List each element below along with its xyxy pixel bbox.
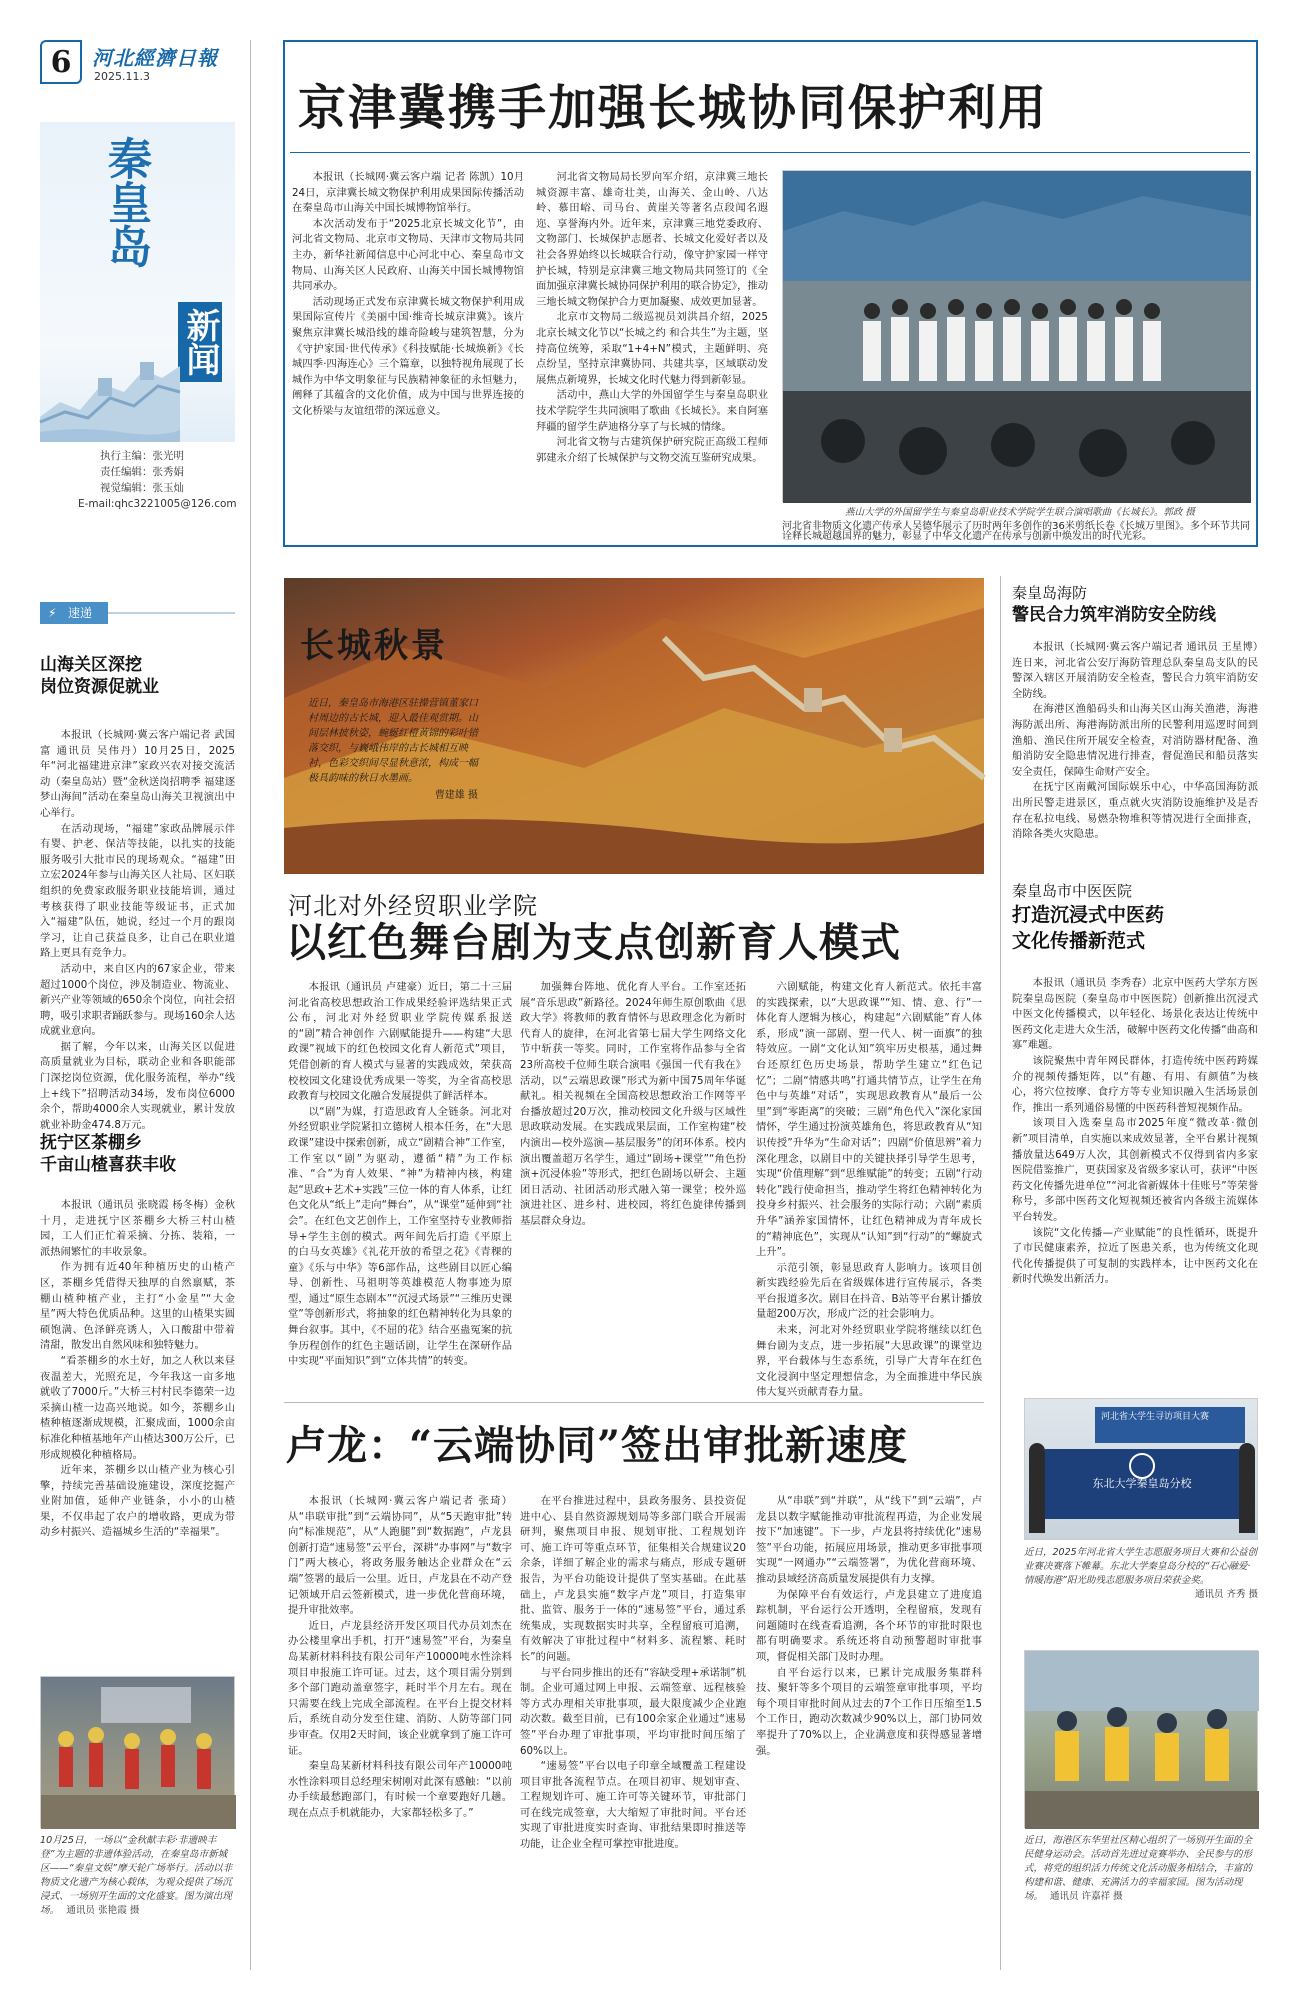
brief1-paragraph: 在活动现场，“福建”家政品牌展示伴有婴、护老、保洁等技能，以扎实的技能服务吸引大批市民的现场观众。“福建”田立宏2024年参与山海关区人社局、区妇联组织的免费家政服务职业技能培训，通过考核获得了职业技能等级证书，正式加入“福建”队伍，她说，经过一个月的跟岗学习，让自己获益良多，让自己在职业道路上更具有竞争力。 <box>40 822 235 960</box>
right-column-divider <box>1000 576 1001 1970</box>
lead-paragraph: 北京市文物局二级巡视员刘洪昌介绍，2025北京长城文化节以“长城之约 和合共生”为主题，坚持高位统筹，采取“1+4+N”模式，主题鲜明、亮点纷呈，坚持京津冀协同、共建共享，区域联动发展焦点新境界，长城文化时代魅力得到新彰显。 <box>536 311 768 386</box>
page-number: 6 <box>40 40 82 84</box>
right2-body <box>1012 976 1258 1386</box>
fitness-caption-credit: 通讯员 许嘉祥 摄 <box>1050 1891 1123 1902</box>
article2-headline: 以红色舞台剧为支点创新育人模式 <box>286 919 901 966</box>
brief1-paragraph: 本报讯（长城网·冀云客户端记者 武国富 通讯员 吴伟丹）10月25日，2025年“河北福建进京津”家政兴农对接交流活动（秦皇岛站）暨“金秋送岗招聘季 福建逐梦山海间”活动在秦皇岛山海关卫视演出中心举行。 <box>40 729 235 819</box>
lead-paragraph: 活动现场正式发布京津冀长城文物保护利用成果国际宣传片《美丽中国·维奇长城京津冀》。该片聚焦京津冀长城沿线的雄奇险峻与建筑智慧，分为《守护家国·世代传承》《科技赋能·长城焕新》《长城四季·四海连心》三个篇章，以独特视角展现了长城作为中华文明象征与民族精神象征的永恒魅力，阐释了其蕴含的文化价值，成为中国与世界连接的文化桥梁与友谊纽带的深远意义。 <box>292 295 524 417</box>
right2-paragraph: 该项目入选秦皇岛市2025年度“微改革·微创新”项目清单，自实施以来成效显著，全平台累计视频播放量达649万人次，其创新模式不仅得到省内多家医院借鉴推广，更获国家及省级多家认可，获评“中医药文化传播先进单位”“河北省新媒体十佳账号”等荣誉称号，多部中医药文化短视频还被省内各级主流媒体平台转发。 <box>1012 1117 1258 1223</box>
lead-headline: 京津冀携手加强长城协同保护利用 <box>298 80 1049 136</box>
volunteer-award-caption <box>1024 1546 1258 1636</box>
right2-paragraph: 本报讯（通讯员 李秀春）北京中医药大学东方医院秦皇岛医院（秦皇岛市中医医院）创新推出沉浸式中医文化传播模式，以年轻化、场景化表达让传统中医药文化走进大众生活，破解中医药文化传播“曲高和寡”难题。 <box>1012 977 1258 1052</box>
paper-name: 河北經濟日報 <box>92 46 218 70</box>
lead-paragraph: 本次活动发布于“2025北京长城文化节”，由河北省文物局、北京市文物局、天津市文物局共同主办，新华社新闻信息中心河北中心、秦皇岛市文物局、山海关区人民政府、山海关中国长城博物馆共同承办。 <box>292 217 524 293</box>
brief2-headline-line2: 千亩山楂喜获丰收 <box>40 1155 176 1175</box>
article3-paragraph: 近日，卢龙县经济开发区项目代办员刘杰在办公楼里拿出手机，打开“速易签”平台，为秦皇岛某新材料科技有限公司年产10000吨水性涂料项目申报施工许可证。过去，这个项目需分别到多个部门跑动盖章签字，耗时半个月左右。现在只需要在线上完成全部流程。在平台上提交材料后，系统自动分发至住建、消防、人防等部门同步审查。仅用2天时间，该企业就拿到了施工许可证。 <box>288 1619 512 1757</box>
volunteer-caption-credit: 通讯员 齐秀 摄 <box>1194 1589 1258 1600</box>
lead-paragraph: 河北省文物局局长罗向军介绍，京津冀三地长城资源丰富、雄奇壮美，山海关、金山岭、八达岭、慕田峪、司马台、黄崖关等著名点段闻名遐迩、享誉海内外。近年来，京津冀三地党委政府、文物部门、长城保护志愿者、长城文化爱好者以及社会各界始终以长城联合行动，像守护家园一样守护长城，特别是京津冀三地文物局共同签订的《全面加强京津冀长城协同保护利用的联合协定》，推动三地长城文物保护合力更加凝聚、成效更加显著。 <box>536 171 768 308</box>
sidebar-divider <box>250 40 251 1970</box>
brief2-paragraph: 本报讯（通讯员 张晓霞 杨冬梅）金秋十月，走进抚宁区茶棚乡大桥三村山楂园，工人们正忙着采摘、分拣、装箱，一派热闹繁忙的丰收景象。 <box>40 1199 235 1258</box>
article3-paragraph: 秦皇岛某新材料科技有限公司年产10000吨水性涂料项目总经理宋树刚对此深有感触：“以前办手续最愁跑部门，有时候一个章要跑好几趟。现在点点手机就能办，大家都轻松多了。” <box>288 1760 512 1819</box>
fitness-caption-text: 近日，海港区东华里社区精心组织了一场别开生面的全民健身运动会。活动首先进过竞赛举办、全民参与的形式，将党的组织活力传统文化活动服务相结合，丰富的构建和谐、健康、充满活力的幸福家园。图为活动现场。 <box>1024 1835 1253 1902</box>
sidebar-banner <box>40 122 235 442</box>
article2-kicker: 河北对外经贸职业学院 <box>288 892 538 920</box>
article2-paragraph: 未来，河北对外经贸职业学院将继续以红色舞台剧为支点，进一步拓展“大思政课”的课堂边界，平台载体与生态系统，引导广大青年在红色文化浸润中坚定理想信念，为全面推进中华民族伟大复兴贡献青春力量。 <box>756 1324 982 1399</box>
brief-label-text: 速递 <box>68 606 93 620</box>
article3-paragraph: 从“串联”到“并联”，从“线下”到“云端”，卢龙县以数字赋能推动审批流程再造，为企业发展按下“加速键”。下一步，卢龙县将持续优化“速易签”平台功能，拓展应用场景，推动更多审批事项实现“一网通办”“云端签署”，为优化营商环境、推动县域经济高质量发展提供有力支撑。 <box>756 1495 982 1585</box>
folk-caption-credit: 通讯员 张艳霞 摄 <box>66 1905 140 1916</box>
brief1-headline <box>40 654 235 698</box>
brief1-paragraph: 据了解，今年以来，山海关区以促进高质量就业为目标，联动企业和各职能部门深挖岗位资源，优化服务流程，举办“线上+线下”招聘活动34场，发布岗位6000余个，帮助4000余人实现就业，累计发放就业补助金474.8万元。 <box>40 1040 235 1131</box>
brief2-paragraph: 近年来，茶棚乡以山楂产业为核心引擎，持续完善基础设施建设，深度挖掘产业附加值，延伸产业链条，小小的山楂果，不仅串起了农户的增收路，更成为带动乡村振兴、造福城乡生活的“幸福果”。 <box>40 1464 235 1539</box>
brief2-paragraph: 作为拥有近40年种植历史的山楂产区，茶棚乡凭借得天独厚的自然禀赋，茶棚山楂种植产业，主打“小金星”“大金星”两大特色优质品种。这里的山楂果实圆硕饱满、色泽鲜亮诱人，入口酸甜中带着清甜，散发出自然风味和独特魅力。 <box>40 1261 235 1352</box>
article2-paragraph: 以“剧”为媒，打造思政育人全链条。河北对外经贸职业学院紧扣立德树人根本任务，在“大思政课”建设中探索创新，成立“剧精合神”工作室，工作室以“剧”为驱动，遵循“精”为工作标准、“合”为育人效果、“神”为精神内核，构建起“思政+艺术+实践”三位一体的育人体系，让红色文化从“纸上”走向“舞台”，从“课堂”延伸到“社会”。在红色文艺创作上，工作室坚持专业教师指导+学生主创的模式。两年间先后打造《平原上的白马女英雄》《礼花开放的希望之花》《青稞的童》《乐与中华》等6部作品，这些剧目以匠心编导、创新性、马祖明等英雄模范人物事迹为原型，通过“原生态剧本”“沉浸式场景”“三维历史课堂”等创新形式，将抽象的红色精神转化为具象的舞台叙事。其中，《不屈的花》结合巫蛊冤案的抗争历程创作的红色主题话剧，让学生在深研作品中实现“平面知识”到“立体共情”的转变。 <box>288 1105 512 1368</box>
award-banner-text: 河北省大学生寻访项目大赛 <box>1101 1412 1210 1422</box>
lead-photo-caption: 燕山大学的外国留学生与秦皇岛职业技术学院学生联合演唱歌曲《长城长》。郭政 摄 <box>845 507 1195 518</box>
lead-paragraph: 本报讯（长城网·冀云客户端 记者 陈凯）10月24日，京津冀长城文物保护利用成果国际传播活动在秦皇岛市山海关中国长城博物馆举行。 <box>292 171 524 215</box>
lead-column-2 <box>536 170 768 542</box>
article3-paragraph: 为保障平台有效运行，卢龙县建立了进度追踪机制，平台运行公开透明，全程留痕，发现有问题随时在线查看追溯，各个环节的审批时限也都有明确要求。系统还将自动预警超时审批事项，督促相关部门及时办理。 <box>756 1588 982 1663</box>
right1-headline: 警民合力筑牢消防安全防线 <box>1012 605 1216 625</box>
editor-email[interactable]: E-mail:qhc3221005@126.com <box>78 498 237 510</box>
folk-dancers-illustration <box>41 1677 236 1829</box>
article2-paragraph: 六剧赋能，构建文化育人新范式。依托丰富的实践探索，以“大思政课”“知、情、意、行”一体化育人逻辑为核心，构建起“六剧赋能”育人体系，形成“演一部剧、塑一代人、树一面旗”的独特效应。一剧“文化认知”筑牢历史根基，通过舞台还原红色历史场景，帮助学生建立“红色记忆”；二剧“情感共鸣”打通共情节点，让学生在角色中与英雄“对话”，实现思政教育从“最后一公里”到“零距离”的突破；三剧“角色代入”深化家国情怀，学生通过扮演英雄角色，将思政教育从“知识传授”升华为“生命对话”；四剧“价值思辨”着力深化理念，以剧目中的关键抉择引导学生思考，实现“价值理解”到“思维赋能”的转变；五剧“行动转化”践行使命担当，推动学生将红色精神转化为投身乡村振兴、社会服务的实际行动；六剧“素质升华”涵养家国情怀，让红色精神成为青年成长的“精神底色”，实现从“认知”到“行动”的“螺旋式上升”。 <box>756 981 982 1259</box>
brief2-headline <box>40 1132 235 1176</box>
right2-paragraph: 该院“文化传播—产业赋能”的良性循环，既提升了市民健康素养，拉近了医患关系，也为传统文化现代化传播提供了可复制的实践样本，让中医药文化在新时代焕发出新活力。 <box>1012 1226 1258 1286</box>
article3-paragraph: 本报讯（长城网·冀云客户端记者 张琦）从“串联审批”到“云端协同”，从“5天跑审批”转向“标准规范”，从“人跑腿”到“数据跑”，卢龙县创新打造“速易签”云平台，深耕“办事网”与“数字门”两大核心，将政务服务触达企业群众在“云端”签署的最后一公里。近日，卢龙县在不动产登记领域开启云签新模式，进一步优化营商环境，提升审批效率。 <box>288 1495 512 1617</box>
great-wall-illustration <box>40 322 180 442</box>
brief1-body <box>40 728 235 1131</box>
right1-paragraph: 本报讯（长城网·冀云客户端记者 通讯员 王星博）连日来，河北省公安厅海防管理总队秦皇岛支队的民警深入辖区开展消防安全检查，警民合力筑牢消防安全防线。 <box>1012 641 1258 700</box>
article3-column-1 <box>288 1494 512 1970</box>
brief2-headline-line1: 抚宁区茶棚乡 <box>40 1133 142 1153</box>
right1-paragraph: 在海港区渔船码头和山海关区山海关渔港，海港海防派出所、海港海防派出所的民警利用巡逻时间到渔船、渔民住所开展安全检查，对消防器材配备、渔船消防安全隐患情况进行排查，督促渔民和船员落实安全责任，保障生命财产安全。 <box>1012 703 1258 778</box>
right2-headline-line2: 文化传播新范式 <box>1012 930 1146 952</box>
brief1-headline-line1: 山海关区深挖 <box>40 655 142 675</box>
fitness-games-photo <box>1024 1650 1258 1828</box>
article3-paragraph: “速易签”平台以电子印章全域覆盖工程建设项目审批各流程节点。在项目初审、规划审查、工程规划许可、施工许可等关键环节，审批部门可在线完成签章，大大缩短了审批时间。平台还实现了审批进度实时查询、审批结果即时推送等功能，让企业全程可掌控审批进度。 <box>520 1760 746 1851</box>
brief-label-bar <box>40 600 235 626</box>
lead-column-1 <box>292 170 524 542</box>
editor-credits <box>78 448 240 512</box>
right2-kicker: 秦皇岛市中医医院 <box>1012 882 1133 900</box>
brief1-headline-line2: 岗位资源促就业 <box>40 677 159 697</box>
autumn-great-wall-photo <box>284 578 984 874</box>
feature-title: 长城秋景 <box>300 626 448 666</box>
right1-kicker: 秦皇岛海防 <box>1012 584 1088 602</box>
volunteer-caption-text: 近日，2025年河北省大学生志愿服务项目大赛和公益创业赛决赛落下帷幕。东北大学秦皇岛分校的“石心融爱·情暖海港”阳光助残志愿服务项目荣获金奖。 <box>1024 1547 1258 1586</box>
right1-header <box>1012 582 1258 626</box>
executive-editor: 执行主编：张光明 <box>100 450 184 462</box>
brief2-body <box>40 1198 235 1664</box>
responsible-editor: 责任编辑：张秀娟 <box>100 466 184 478</box>
lead-paragraph: 河北省文物与古建筑保护研究院正高级工程师郭建永介绍了长城保护与文物交流互鉴研究成果。 <box>536 436 768 464</box>
fitness-games-caption <box>1024 1834 1258 1964</box>
article3-paragraph: 自平台运行以来，已累计完成服务集群科技、聚轩等多个项目的云端签章审批事项，平均每个项目审批时间从过去的7个工作日压缩至1.5个工作日，跑动次数减少90%以上，部门协同效率提升了70%以上，企业满意度和获得感显著增强。 <box>756 1666 982 1757</box>
feature-caption-box <box>308 696 478 803</box>
folk-caption-text: 10月25日，一场以“金秋献丰彩·非遗映丰登”为主题的非遗体验活动，在秦皇岛市新城区——“秦皇文娱”摩天轮广场举行。活动以非物质文化遗产为核心载体，为观众提供了场沉浸式、一场别开生面的文化盛宴。图为演出现场。 <box>40 1835 233 1916</box>
brief1-paragraph: 活动中，来自区内的67家企业，带来超过1000个岗位，涉及制造业、物流业、新兴产业等领域的650余个岗位，向社会招聘，吸引求职者踊跃参与。现场160余人达成就业意向。 <box>40 962 235 1038</box>
lead-ending <box>782 522 1250 542</box>
volunteer-award-photo <box>1024 1398 1258 1540</box>
article3-column-3 <box>756 1494 982 1970</box>
article2-column-3 <box>756 980 982 1399</box>
right2-headline-line1: 打造沉浸式中医药 <box>1012 904 1165 926</box>
right2-header <box>1012 880 1258 954</box>
right1-paragraph: 在抚宁区南戴河国际娱乐中心，中华高国海防派出所民警走进景区，重点就火灾消防设施维护及是否存在私拉电线、易燃杂物堆积等情况进行全面排查，消除各类火灾隐患。 <box>1012 781 1258 841</box>
award-banner <box>1095 1407 1245 1443</box>
folk-performance-caption <box>40 1834 235 1964</box>
article3-column-2 <box>520 1494 746 1970</box>
folk-performance-photo <box>40 1676 235 1828</box>
city-title: 秦皇岛 <box>100 136 151 268</box>
article2-bottom-rule <box>284 1402 984 1403</box>
university-emblem-icon <box>1129 1453 1155 1479</box>
lead-headline-rule <box>290 152 1250 153</box>
section-title: 新闻 <box>178 302 222 382</box>
lightning-icon: ⚡ <box>48 606 57 620</box>
university-flag-text: 东北大学秦皇岛分校 <box>1092 1477 1192 1490</box>
article3-paragraph: 与平台同步推出的还有“容缺受理+承诺制”机制。企业可通过网上申报、云端签章、远程核验等方式办理相关审批事项，最大限度减少企业跑动次数。截至目前，已有100余家企业通过“速易签”平台办理了审批事项，平均审批时间压缩了60%以上。 <box>520 1666 746 1757</box>
right1-body <box>1012 640 1258 854</box>
choir-illustration <box>783 171 1251 503</box>
article2-paragraph: 示范引领，彰显思政育人影响力。该项目创新实践经验先后在省级媒体进行宣传展示，各类平台报道多次。剧目在抖音、B站等平台累计播放量超200万次，形成广泛的社会影响力。 <box>756 1261 982 1321</box>
feature-caption: 近日，秦皇岛市海港区驻操营镇董家口村周边的古长城，迎入最佳观赏期。山间层林披秋姿，蜿蜒红橙黄锦的彩叶错落交织，与巍峨伟岸的古长城相互映衬，色彩交织间尽显秋意浓，构成一幅极具韵味的秋日水墨画。 <box>308 698 478 784</box>
lead-paragraph: 活动中，燕山大学的外国留学生与秦皇岛职业技术学院学生共同演唱了歌曲《长城长》。来自阿塞拜疆的留学生萨迪格分享了与长城的情缘。 <box>536 389 768 433</box>
right2-paragraph: 该院聚焦中青年网民群体，打造传统中医药跨媒介的视频传播矩阵，以“有趣、有用、有颜值”为核心，将穴位按摩、食疗方等专业知识融入生活场景创作，推出一系列通俗易懂的中医药科普短视频作品。 <box>1012 1054 1258 1114</box>
fitness-games-illustration <box>1025 1651 1259 1829</box>
lead-paragraph: 河北省非物质文化遗产传承人吴德华展示了历时两年多创作的36米剪纸长卷《长城万里图》。多个环节共同诠释长城超越国界的魅力，彰显了中华文化遗产在传承与创新中焕发出的时代光彩。 <box>782 521 1250 542</box>
article3-headline: 卢龙：“云端协同”签出审批新速度 <box>286 1422 909 1469</box>
issue-date: 2025.11.3 <box>94 70 150 83</box>
article2-paragraph: 本报讯（通讯员 卢建豪）近日，第二十三届河北省高校思想政治工作成果经验评选结果正式公布，河北对外经贸职业学院传媒系报送的“剧”精合神创作 六剧赋能提升——构建“大思政课”视域下的红色校园文化育人新范式”项目，凭借创新的育人模式与显著的实践成效，荣获高校校园文化建设优秀成果一等奖，为全省高校思政教育与校园文化融合发展提供了鲜活样本。 <box>288 981 512 1103</box>
feature-photographer: 曹建雄 摄 <box>434 790 478 801</box>
visual-editor: 视觉编辑：张玉灿 <box>100 482 184 494</box>
masthead <box>40 40 280 110</box>
article2-column-1 <box>288 980 512 1388</box>
article2-paragraph: 加强舞台阵地、优化育人平台。工作室还拓展“音乐思政”新路径。2024年师生原创歌曲《思政大学》将教师的教育情怀与思政理念化为新时代育人的旋律，在河北省第七届大学生网络文化节中斩获一等奖。同时，工作室将作品参与全省23所高校千位师生联合演唱《强国一代有我在》活动，以“云端思政课”形式为新中国75周年华诞献礼。相关视频在全国高校思想政治工作网等平台播放超过20万次，推动校园文化升级与区域性思政联动发展。在实践成果层面，工作室构建“校内演出—校外巡演—基层服务”的闭环体系。校内演出覆盖超万名学生，通过“剧场+课堂”“角色扮演+沉浸体验”等形式，把红色剧场以研会、主题团日活动、社团活动形式融入第一课堂；校外巡演进社区、进乡村、进校园，将红色旋律传播到基层群众身边。 <box>520 981 746 1227</box>
article3-paragraph: 在平台推进过程中，县政务服务、县投资促进中心、县自然资源规划局等多部门联合开展需研判，聚焦项目申报、规划审批、工程规划许可、施工许可等重点环节，征集相关合规建议20余条，详细了解企业的需求与痛点，形成专题研报告，为平台功能设计提供了坚实基础。在此基础上，卢龙县实施“数字卢龙”项目，打造集审批、监管、服务于一体的“速易签”平台，通过系统集成，实现数据实时共享，全程留痕可追溯，有效解决了审批过程中“材料多、流程繁、耗时长”的问题。 <box>520 1495 746 1663</box>
lead-choir-photo <box>782 170 1250 502</box>
brief2-paragraph: “看茶棚乡的水土好，加之人秋以来昼夜温差大，光照充足，今年我这一亩多地就收了7000斤。”大桥三村村民李德荣一边采摘山楂一边高兴地说。如今，茶棚乡山楂种植逐渐成规模，汇聚成面，1000余亩标准化种植基地年产山楂达300万公斤，已形成规模化种植格局。 <box>40 1354 235 1461</box>
article2-column-2 <box>520 980 746 1388</box>
